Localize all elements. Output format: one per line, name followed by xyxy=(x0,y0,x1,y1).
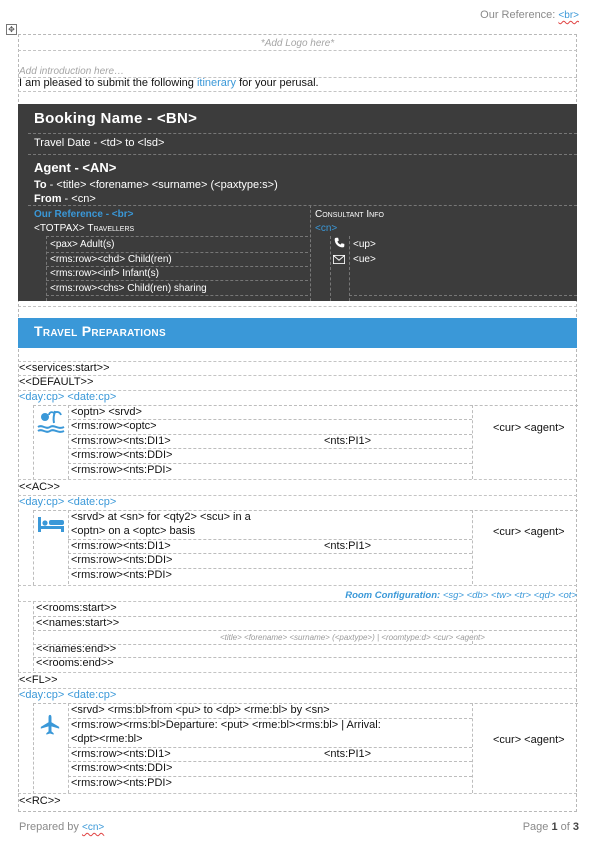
default-cur-agent: <cur> <agent> xyxy=(493,422,565,434)
to-line xyxy=(34,179,278,192)
ac-line-1: <srvd> at <sn> for <qty2> <scu> in a xyxy=(71,511,251,523)
footer-page-number xyxy=(523,821,579,834)
table-move-handle-icon[interactable]: ✥ xyxy=(6,24,17,35)
intro-after: for your perusal. xyxy=(236,77,319,89)
footer-prepared-by xyxy=(19,821,104,834)
ac-day-date: <day:cp> <date:cp> xyxy=(19,496,117,508)
pax-children-sharing: <rms:row><chs> Child(ren) sharing xyxy=(50,283,207,294)
intro-placeholder[interactable]: Add introduction here… xyxy=(19,66,125,77)
airplane-icon xyxy=(39,714,63,738)
fl-cur-agent: <cur> <agent> xyxy=(493,734,565,746)
ac-pi: <nts:PI1> xyxy=(324,540,372,552)
page-label: Page xyxy=(522,821,552,833)
to-label: To xyxy=(34,179,47,191)
names-start: <<names:start>> xyxy=(36,617,120,629)
consultant-name: <cn> xyxy=(315,223,338,234)
names-end: <<names:end>> xyxy=(36,643,117,655)
prepared-by-label: Prepared by xyxy=(19,821,82,833)
page-total: 3 xyxy=(572,821,579,833)
default-line-3: <rms:row><nts:DI1> xyxy=(71,435,171,447)
from-value: - <cn> xyxy=(61,193,96,205)
default-pi: <nts:PI1> xyxy=(324,435,372,447)
section-banner xyxy=(18,318,577,348)
default-line-5: <rms:row><nts:PDI> xyxy=(71,464,172,476)
ac-tag: <<AC>> xyxy=(19,481,60,493)
page-current: 1 xyxy=(551,821,558,833)
rc-tag: <<RC>> xyxy=(19,795,61,807)
email-value: <ue> xyxy=(353,254,376,265)
beach-icon xyxy=(37,409,65,433)
agent-name: Agent - <AN> xyxy=(34,160,117,175)
intro-before: I am pleased to submit the following xyxy=(19,77,197,89)
our-reference-value: <br> xyxy=(558,10,579,21)
prepared-by-value: <cn> xyxy=(81,822,105,833)
bed-icon xyxy=(37,514,65,536)
booking-block xyxy=(18,104,577,301)
header-our-reference xyxy=(480,9,579,22)
page-of: of xyxy=(557,821,573,833)
ac-line-4: <rms:row><nts:DDI> xyxy=(71,554,173,566)
logo-placeholder[interactable]: *Add Logo here* xyxy=(260,38,335,49)
default-tag: <<DEFAULT>> xyxy=(19,376,94,388)
pax-infants: <rms:row><inf> Infant(s) xyxy=(50,268,159,279)
intro-text xyxy=(19,77,319,90)
consultant-info-label: Consultant Info xyxy=(315,209,384,220)
to-value: - <title> <forename> <surname> (<paxtype:s>) xyxy=(46,179,278,191)
default-line-2: <rms:row><optc> xyxy=(71,420,157,432)
default-day-date: <day:cp> <date:cp> xyxy=(19,391,117,403)
names-line: <title> <forename> <surname> (<paxtype>) | <roomtype:d> <cur> <agent> xyxy=(220,633,485,642)
services-start: <<services:start>> xyxy=(19,362,110,374)
envelope-icon xyxy=(331,255,347,267)
travel-date: Travel Date - <td> to <lsd> xyxy=(34,137,165,149)
fl-line-4: <rms:row><nts:DI1> xyxy=(71,748,171,760)
fl-line-3: <dpt><rme:bl> xyxy=(71,733,143,745)
fl-pi: <nts:PI1> xyxy=(324,748,372,760)
default-line-1: <optn> <srvd> xyxy=(71,406,142,418)
fl-tag: <<FL>> xyxy=(19,674,58,686)
room-config-value: <sg> <db> <tw> <tr> <qd> <ot> xyxy=(440,590,577,601)
intro-itinerary-link[interactable]: itinerary xyxy=(196,77,237,89)
fl-line-2: <rms:row><rms:bl>Departure: <put> <rme:bl><rms:bl> | Arrival: xyxy=(71,719,381,731)
ac-line-5: <rms:row><nts:PDI> xyxy=(71,569,172,581)
booking-our-reference: Our Reference - <br> xyxy=(34,209,134,220)
ac-cur-agent: <cur> <agent> xyxy=(493,526,565,538)
room-config-label: Room Configuration: xyxy=(345,590,441,601)
rooms-end: <<rooms:end>> xyxy=(36,657,114,669)
rooms-start: <<rooms:start>> xyxy=(36,602,117,614)
default-line-4: <rms:row><nts:DDI> xyxy=(71,449,173,461)
from-label: From xyxy=(34,193,62,205)
phone-icon xyxy=(331,237,347,249)
pax-children: <rms:row><chd> Child(ren) xyxy=(50,254,172,265)
fl-line-6: <rms:row><nts:PDI> xyxy=(71,777,172,789)
ac-line-2: <optn> on a <optc> basis xyxy=(71,525,196,537)
fl-line-1: <srvd> <rms:bl>from <pu> to <dp> <rme:bl> by <sn> xyxy=(71,704,330,716)
fl-line-5: <rms:row><nts:DDI> xyxy=(71,762,173,774)
our-reference-label: Our Reference: xyxy=(480,9,556,21)
fl-day-date: <day:cp> <date:cp> xyxy=(19,689,117,701)
ac-line-3: <rms:row><nts:DI1> xyxy=(71,540,171,552)
phone-value: <up> xyxy=(353,239,376,250)
pax-adults: <pax> Adult(s) xyxy=(50,239,115,250)
section-title: Travel Preparations xyxy=(34,323,166,339)
booking-name-title: Booking Name - <BN> xyxy=(34,110,198,127)
travellers-count: <TOTPAX> Travellers xyxy=(34,223,135,234)
